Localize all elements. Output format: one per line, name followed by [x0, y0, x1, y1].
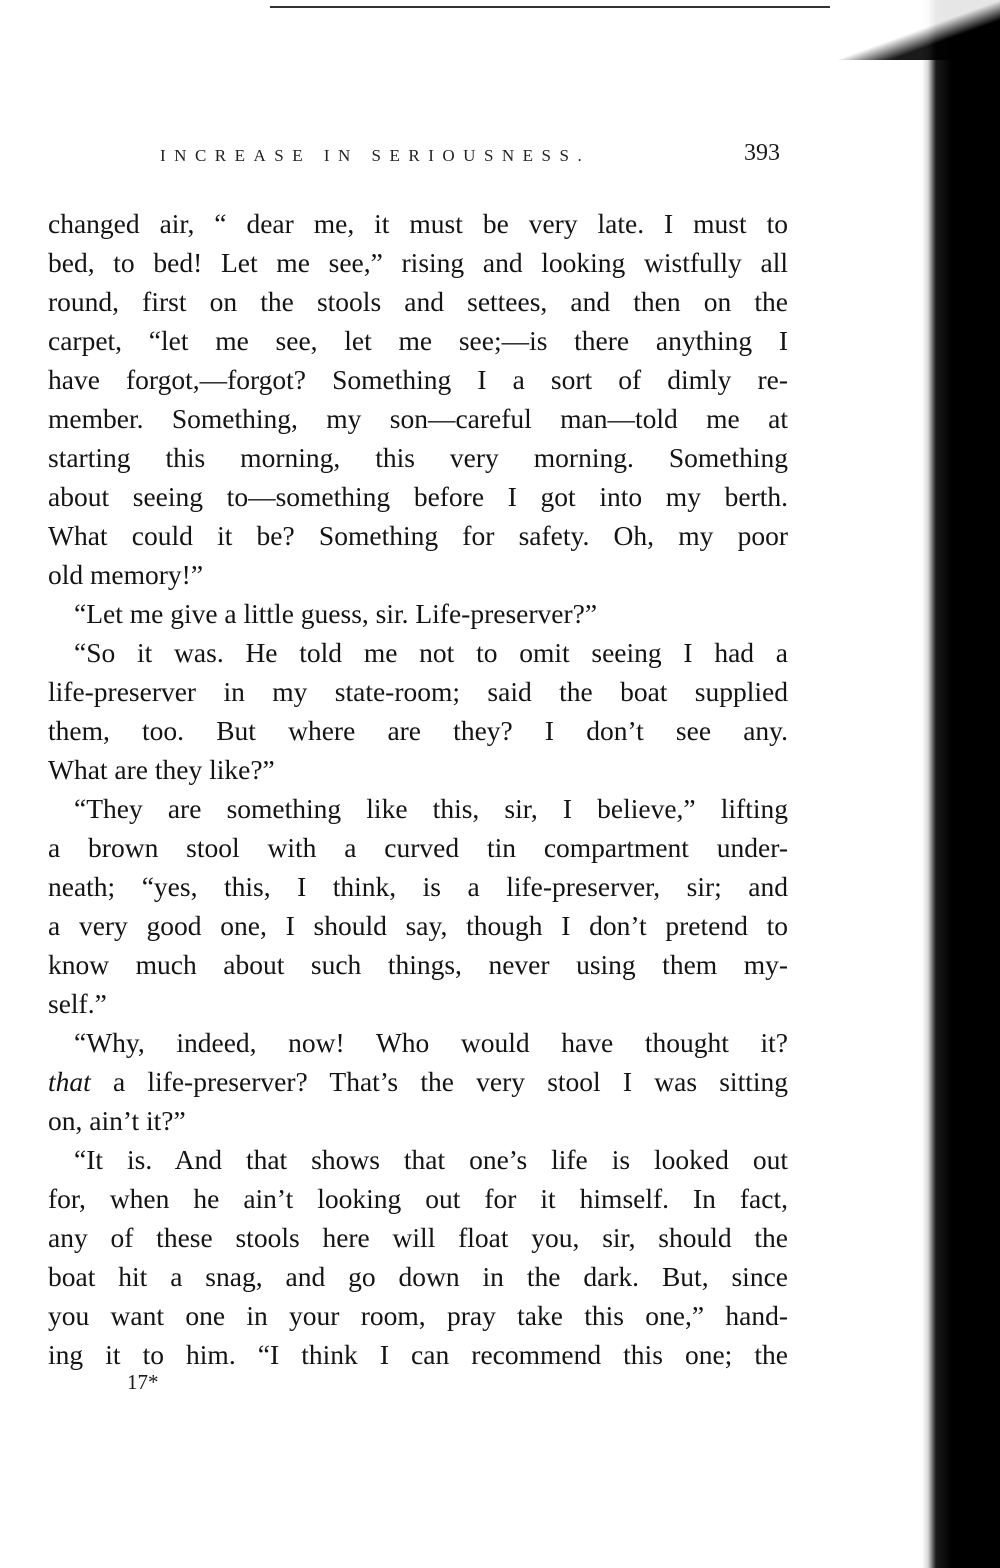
text-line: ing it to him. “I think I can recommend this one; the [48, 1339, 788, 1370]
running-title: INCREASE IN SERIOUSNESS. [160, 146, 591, 165]
body-text [48, 204, 788, 1374]
scan-top-rule [270, 6, 830, 8]
page-number: 393 [744, 140, 780, 166]
text-line: neath; “yes, this, I think, is a life-preserver, sir; and [48, 871, 788, 902]
text-line: What are they like?” [48, 754, 275, 785]
text-line: changed air, “ dear me, it must be very late. I must to [48, 208, 788, 239]
text-line: a brown stool with a curved tin compartment under- [48, 832, 788, 863]
page-header [160, 140, 780, 176]
text-line: member. Something, my son—careful man—told me at [48, 403, 788, 434]
text-line: life-preserver in my state-room; said the boat supplied [48, 676, 788, 707]
scan-corner-shadow [800, 0, 1000, 60]
text-line: round, first on the stools and settees, and then on the [48, 286, 788, 317]
text-line: “Why, indeed, now! Who would have thought it? [74, 1027, 788, 1058]
text-line: “It is. And that shows that one’s life is looked out [74, 1144, 788, 1175]
text-line: you want one in your room, pray take this one,” hand- [48, 1300, 788, 1331]
text-line: bed, to bed! Let me see,” rising and looking wistfully all [48, 247, 788, 278]
text-line: about seeing to—something before I got into my berth. [48, 481, 788, 512]
text-line: on, ain’t it?” [48, 1105, 186, 1136]
text-line: “They are something like this, sir, I believe,” lifting [74, 793, 788, 824]
text-line: What could it be? Something for safety. Oh, my poor [48, 520, 788, 551]
scan-dark-edge [922, 0, 1000, 1568]
text-line: old memory!” [48, 559, 204, 590]
text-line: carpet, “let me see, let me see;—is there anything I [48, 325, 788, 356]
text-line: self.” [48, 988, 107, 1019]
text-line: starting this morning, this very morning. Something [48, 442, 788, 473]
text-line-with-italic [48, 1062, 788, 1101]
text-line: them, too. But where are they? I don’t see any. [48, 715, 788, 746]
text-line: “So it was. He told me not to omit seeing I had a [74, 637, 788, 668]
text-line: “Let me give a little guess, sir. Life-preserver?” [74, 598, 598, 629]
text-line: any of these stools here will float you, sir, should the [48, 1222, 788, 1253]
italic-word: that [48, 1066, 91, 1097]
text-line: for, when he ain’t looking out for it himself. In fact, [48, 1183, 788, 1214]
signature-mark: 17* [127, 1370, 159, 1394]
text-line: know much about such things, never using them my- [48, 949, 788, 980]
text-line: have forgot,—forgot? Something I a sort of dimly re- [48, 364, 788, 395]
text-line-rest: a life-preserver? That’s the very stool I was sitting [112, 1066, 788, 1097]
text-line: a very good one, I should say, though I don’t pretend to [48, 910, 788, 941]
text-line: boat hit a snag, and go down in the dark. But, since [48, 1261, 788, 1292]
